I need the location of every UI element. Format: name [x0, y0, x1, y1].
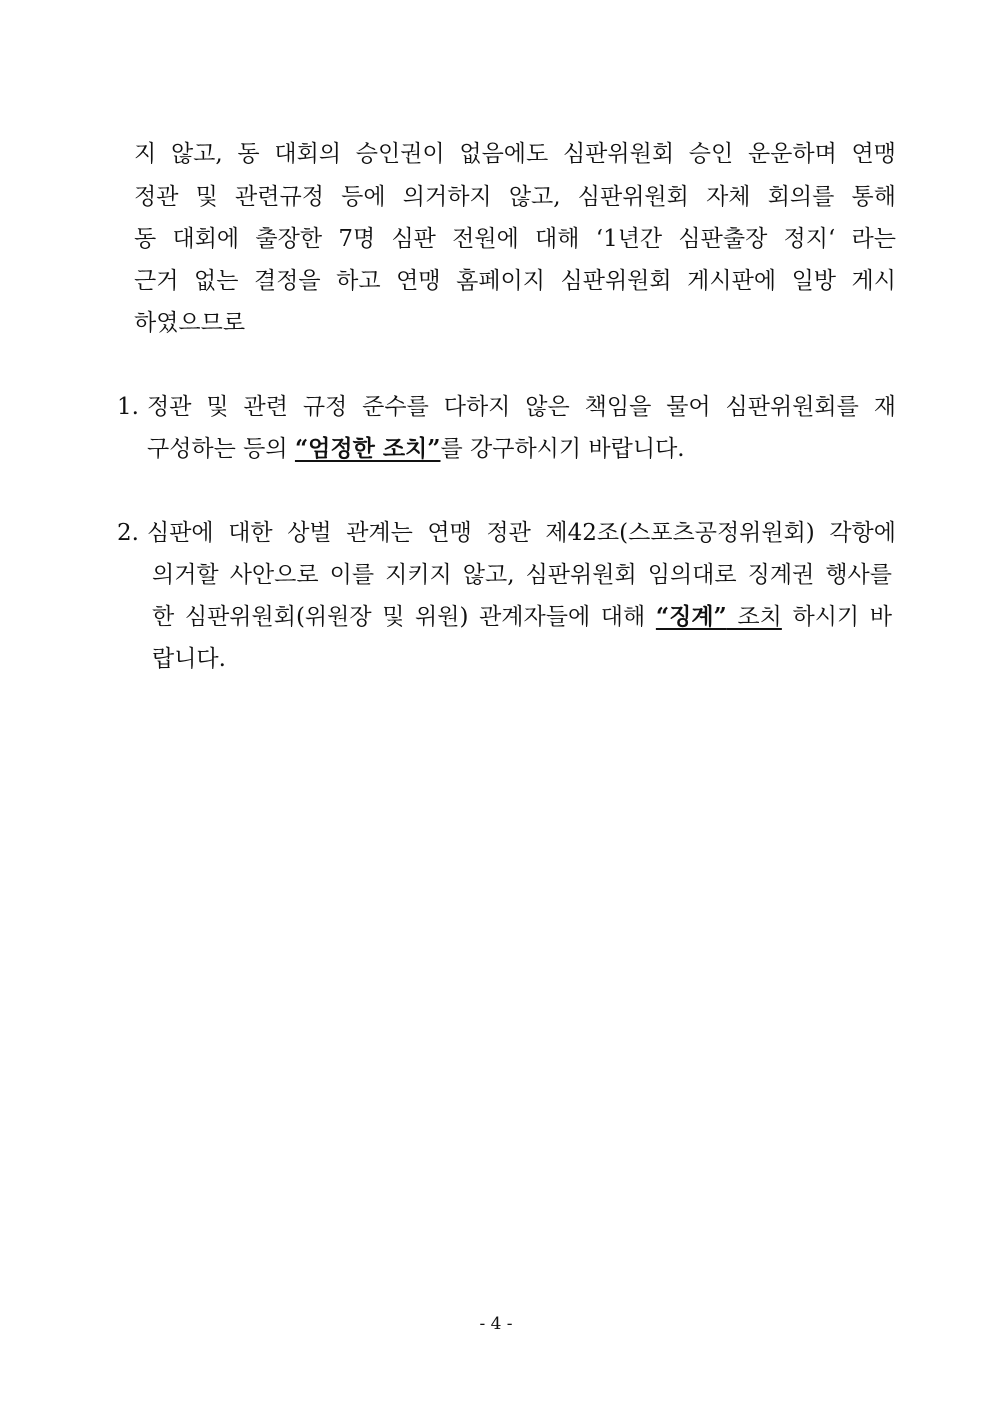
item-1-number: 1.: [117, 394, 139, 420]
item-1-line-2-end: 를 강구하시기 바랍니다.: [440, 436, 685, 462]
intro-line-4: 근거 없는 결정을 하고 연맹 홈페이지 심판위원회 게시판에 일방 게시: [134, 268, 896, 294]
item-1-line-2-start: 구성하는 등의: [147, 436, 295, 462]
discipline-emphasis: “징계”: [655, 603, 727, 630]
item-2-line-3-end: 하시기 바: [781, 604, 892, 630]
item-2-line-3-start: 한 심판위원회(위원장 및 위원) 관계자들에 대해: [152, 604, 656, 630]
intro-line-2: 정관 및 관련규정 등에 의거하지 않고, 심판위원회 자체 회의를 통해: [134, 184, 896, 210]
intro-line-1: 지 않고, 동 대회의 승인권이 없음에도 심판위원회 승인 운운하며 연맹: [134, 141, 896, 167]
item-2-line-3: [152, 602, 892, 632]
item-2-line-1: 심판에 대한 상벌 관계는 연맹 정관 제42조(스포츠공정위원회) 각항에: [147, 520, 896, 546]
page-number: - 4 -: [479, 1314, 513, 1334]
intro-line-3: 동 대회에 출장한 7명 심판 전원에 대해 ‘1년간 심판출장 정지‘ 라는: [134, 226, 896, 252]
item-2-line-4: 랍니다.: [152, 646, 226, 672]
measure-underlined: 조치: [726, 604, 782, 630]
item-2-line-2: 의거할 사안으로 이를 지키지 않고, 심판위원회 임의대로 징계권 행사를: [152, 562, 892, 588]
item-1-line-1: 정관 및 관련 규정 준수를 다하지 않은 책임을 물어 심판위원회를 재: [147, 394, 896, 420]
item-1-line-2: [147, 434, 685, 464]
intro-line-5: 하였으므로: [134, 310, 246, 336]
strict-measures-emphasis: “엄정한 조치”: [294, 435, 441, 462]
item-2-number: 2.: [117, 520, 139, 546]
